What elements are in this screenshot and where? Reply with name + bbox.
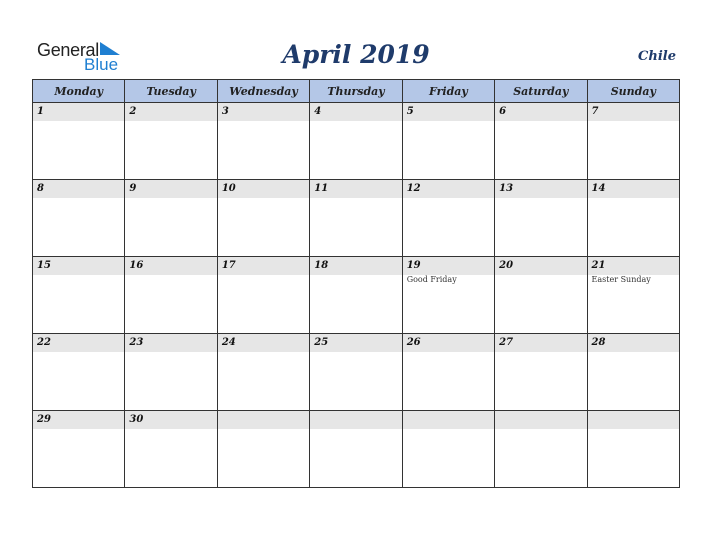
holiday-label: Easter Sunday: [591, 275, 651, 284]
day-cell: [310, 257, 402, 334]
day-number: 4: [314, 106, 322, 117]
week-row: [33, 334, 680, 411]
day-number-bar: [125, 257, 216, 275]
calendar-grid: [32, 79, 680, 488]
day-cell: [310, 180, 402, 257]
day-number-bar: [495, 103, 586, 121]
week-row: [33, 411, 680, 488]
day-number-bar: [403, 180, 494, 198]
day-cell: [33, 411, 125, 488]
day-number-bar: [310, 334, 401, 352]
day-number-bar: [495, 257, 586, 275]
day-number: 12: [406, 183, 421, 194]
day-number-bar: [125, 180, 216, 198]
day-cell: [310, 103, 402, 180]
day-number-bar: [310, 411, 401, 429]
weekday-header: Tuesday: [125, 80, 217, 103]
day-number: 8: [37, 183, 44, 194]
day-cell: [125, 103, 217, 180]
day-number-bar: [218, 257, 309, 275]
day-number: 24: [221, 337, 236, 348]
day-cell: [587, 411, 679, 488]
day-number-bar: [588, 103, 679, 121]
day-number: 15: [37, 260, 51, 271]
day-cell: [217, 180, 309, 257]
day-cell: [125, 411, 217, 488]
calendar-body: [33, 103, 680, 488]
day-cell: [125, 257, 217, 334]
day-number: 11: [314, 183, 329, 194]
day-number: 13: [499, 183, 514, 194]
day-number: 28: [591, 337, 606, 348]
day-cell: [587, 257, 679, 334]
country-label: Chile: [638, 49, 676, 64]
calendar-title: April 2019: [282, 40, 430, 69]
day-number: 18: [314, 260, 329, 271]
day-cell: [587, 334, 679, 411]
day-number: 9: [129, 183, 137, 194]
day-cell: [217, 411, 309, 488]
day-cell: [33, 334, 125, 411]
day-cell: [495, 103, 587, 180]
weekday-header: Thursday: [310, 80, 402, 103]
day-number: 30: [129, 414, 144, 425]
day-cell: [33, 257, 125, 334]
day-number: 26: [406, 337, 421, 348]
day-cell: [125, 180, 217, 257]
day-number-bar: [125, 411, 216, 429]
day-cell: [495, 257, 587, 334]
day-number: 17: [221, 260, 236, 271]
day-number: 22: [37, 337, 51, 348]
day-cell: [402, 257, 494, 334]
day-number-bar: [33, 411, 124, 429]
day-number-bar: [403, 334, 494, 352]
day-number-bar: [495, 411, 586, 429]
day-number: 23: [129, 337, 144, 348]
day-number-bar: [495, 180, 586, 198]
logo-text-general: General: [37, 40, 99, 60]
day-number-bar: [310, 180, 401, 198]
day-number-bar: [218, 103, 309, 121]
day-cell: [310, 411, 402, 488]
day-number-bar: [588, 257, 679, 275]
weekday-header: Monday: [33, 80, 125, 103]
week-row: [33, 257, 680, 334]
day-number-bar: [588, 334, 679, 352]
day-number: 29: [37, 414, 51, 425]
day-cell: [495, 334, 587, 411]
day-cell: [33, 180, 125, 257]
day-number: 16: [129, 260, 144, 271]
day-number: 5: [406, 106, 414, 117]
day-cell: [495, 180, 587, 257]
day-number: 1: [37, 106, 44, 117]
day-number-bar: [125, 103, 216, 121]
day-number-bar: [403, 257, 494, 275]
day-cell: [402, 411, 494, 488]
day-cell: [217, 257, 309, 334]
day-cell: [587, 180, 679, 257]
week-row: [33, 180, 680, 257]
day-number-bar: [588, 180, 679, 198]
day-number: 6: [499, 106, 507, 117]
day-number-bar: [125, 334, 216, 352]
weekday-header: Saturday: [495, 80, 587, 103]
day-cell: [402, 334, 494, 411]
weekday-header: Friday: [402, 80, 494, 103]
day-number-bar: [33, 257, 124, 275]
day-cell: [402, 180, 494, 257]
day-cell: [33, 103, 125, 180]
day-number-bar: [403, 103, 494, 121]
day-number-bar: [310, 103, 401, 121]
day-number-bar: [403, 411, 494, 429]
day-cell: [125, 334, 217, 411]
day-number-bar: [218, 180, 309, 198]
day-cell: [217, 103, 309, 180]
day-number: 20: [499, 260, 514, 271]
day-number: 27: [499, 337, 514, 348]
day-number: 19: [406, 260, 421, 271]
day-number-bar: [310, 257, 401, 275]
weekday-header: Sunday: [587, 80, 679, 103]
day-number-bar: [495, 334, 586, 352]
day-number: 21: [591, 260, 606, 271]
day-number-bar: [218, 334, 309, 352]
day-number: 7: [591, 106, 599, 117]
day-cell: [587, 103, 679, 180]
logo-text-blue: Blue: [84, 55, 119, 74]
weekday-header: Wednesday: [217, 80, 309, 103]
day-cell: [310, 334, 402, 411]
day-number-bar: [33, 103, 124, 121]
day-number: 14: [591, 183, 606, 194]
day-number: 3: [221, 106, 229, 117]
day-cell: [402, 103, 494, 180]
day-number-bar: [33, 334, 124, 352]
day-cell: [495, 411, 587, 488]
day-number: 2: [129, 106, 137, 117]
day-number: 10: [221, 183, 236, 194]
day-number-bar: [33, 180, 124, 198]
day-number-bar: [588, 411, 679, 429]
day-number: 25: [314, 337, 329, 348]
day-number-bar: [218, 411, 309, 429]
holiday-label: Good Friday: [406, 275, 457, 284]
day-cell: [217, 334, 309, 411]
weekday-header-row: [33, 80, 680, 103]
week-row: [33, 103, 680, 180]
